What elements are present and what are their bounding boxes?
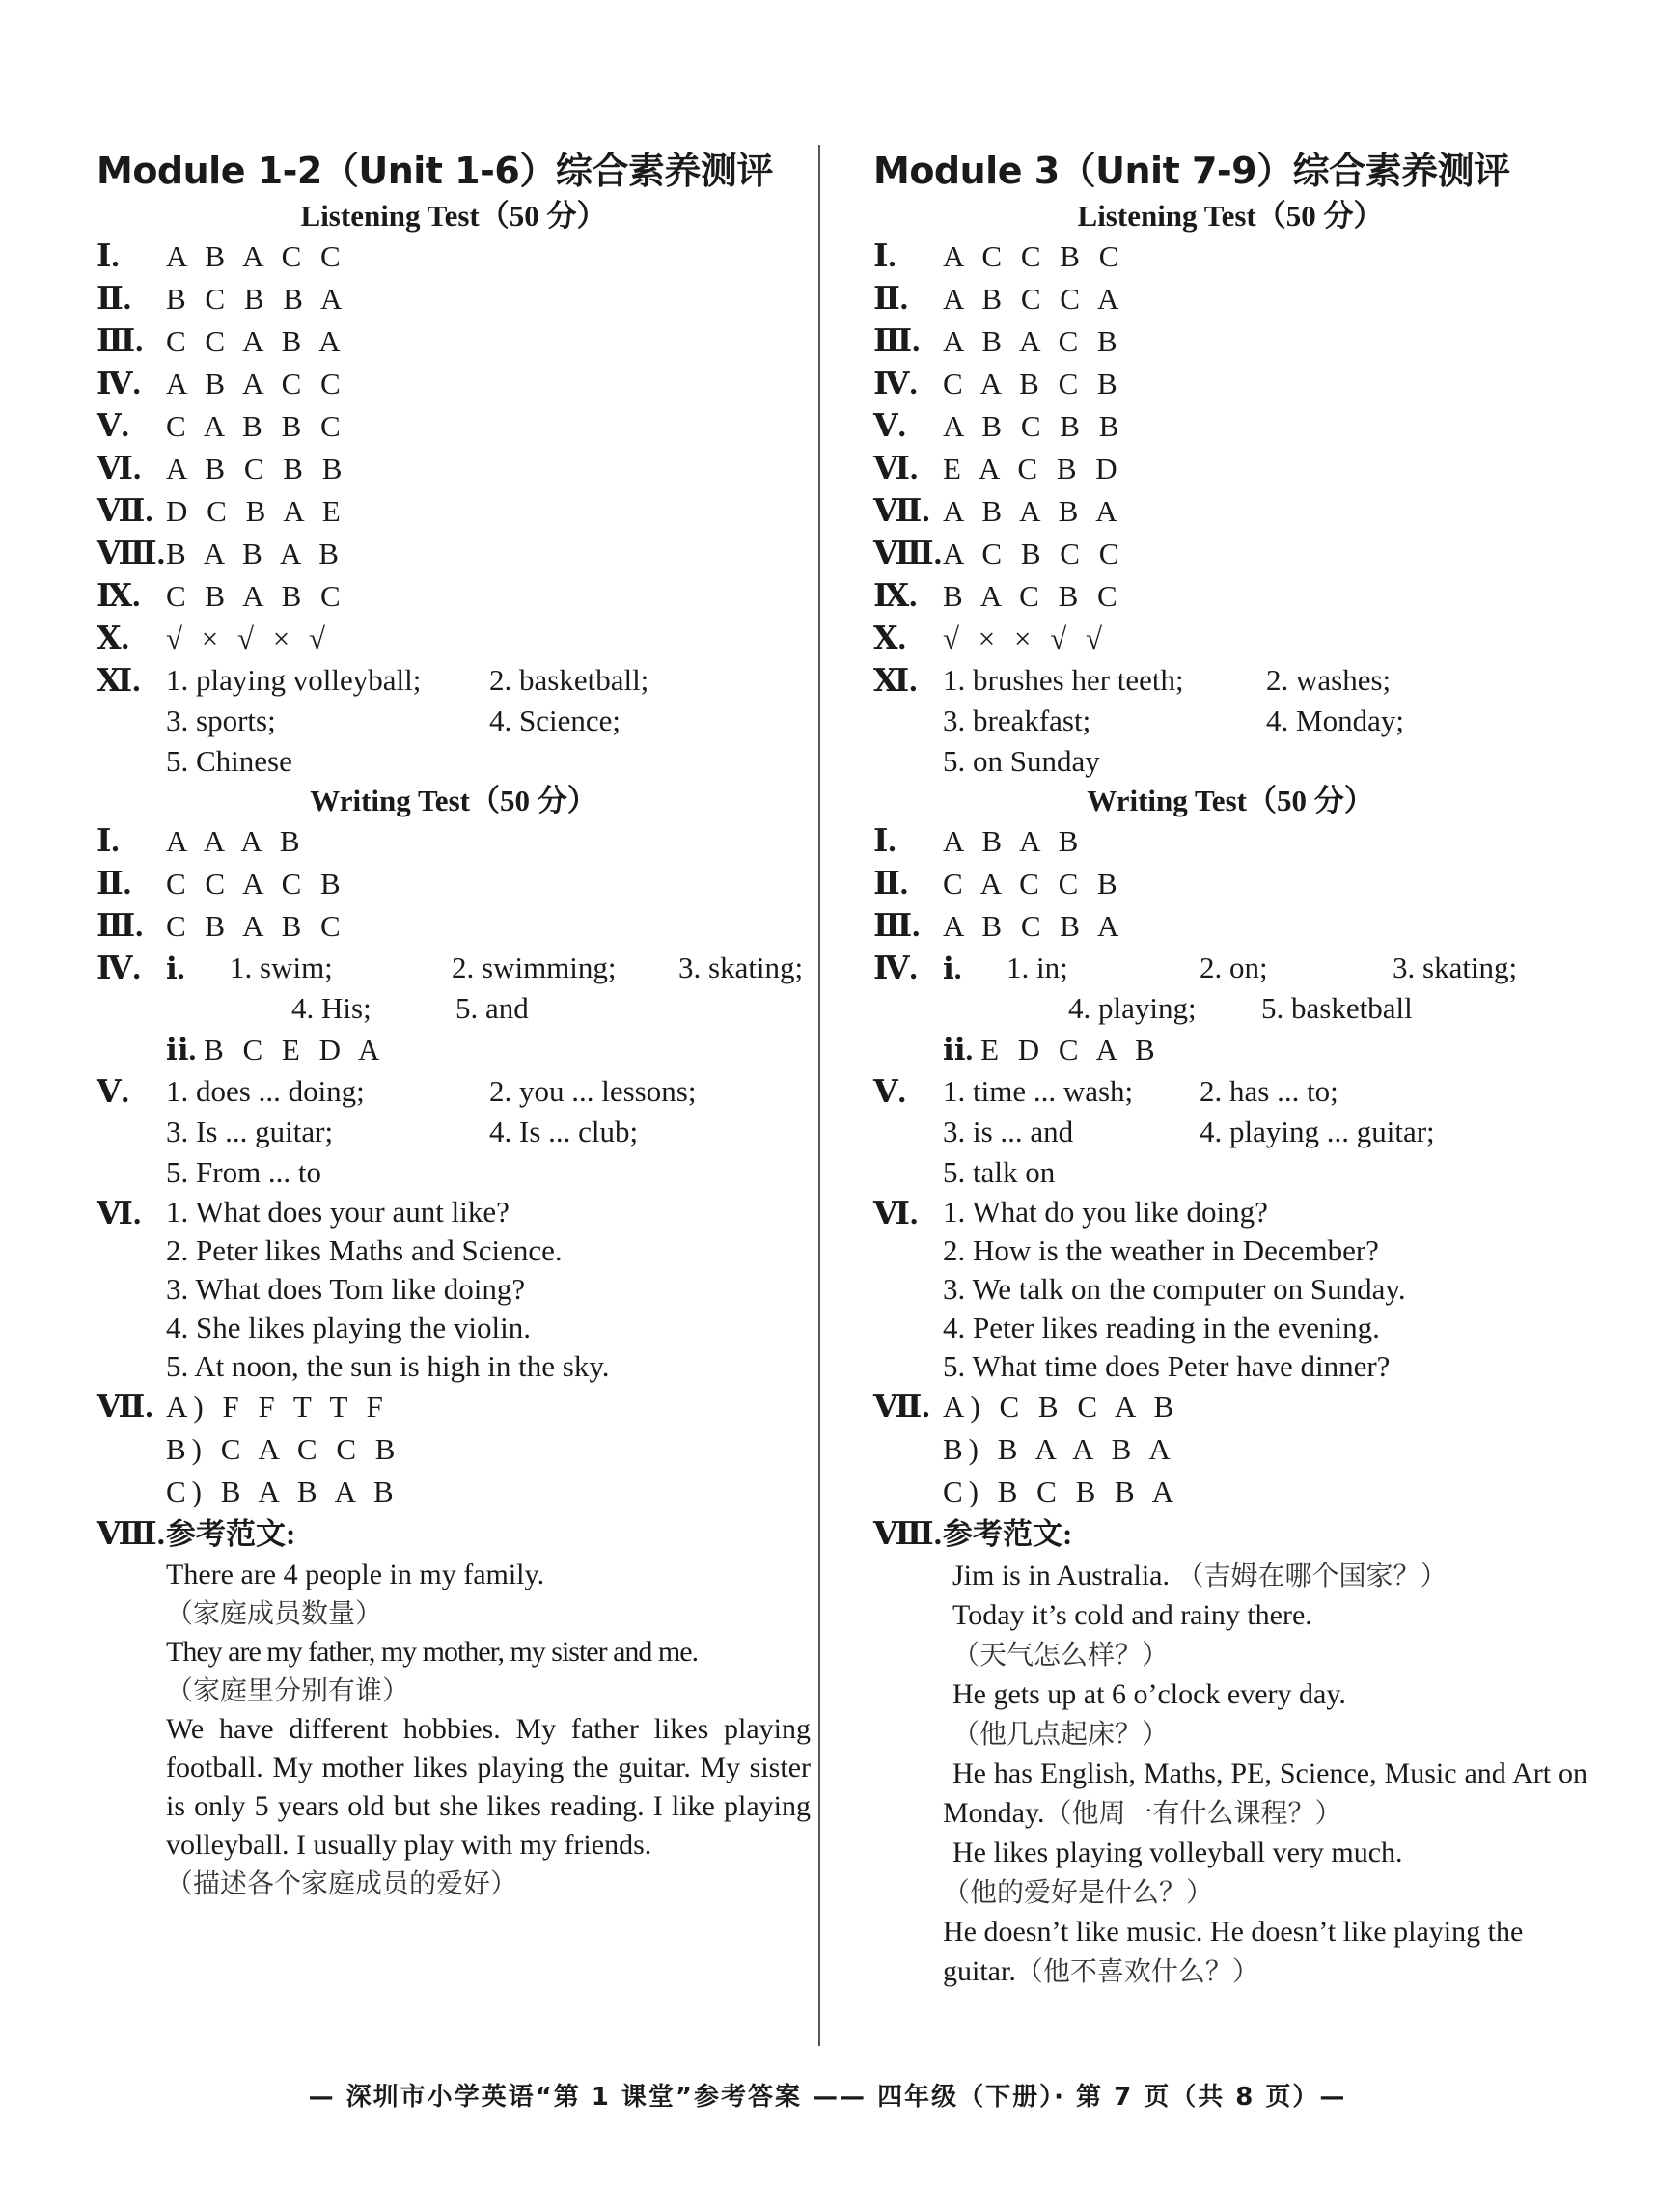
answer-text: E A C B D bbox=[943, 452, 1123, 485]
answer-text: A A A B bbox=[166, 824, 306, 858]
answer-item: 5. and bbox=[455, 991, 529, 1025]
answer-row bbox=[97, 1513, 811, 1903]
question-number: Ⅱ. bbox=[873, 867, 909, 901]
answer-item: 2. Peter likes Maths and Science. bbox=[166, 1233, 563, 1267]
question-number: Ⅴ. bbox=[873, 409, 906, 444]
answer-item: 4. Monday; bbox=[1266, 704, 1404, 737]
answer-item: 5. basketball bbox=[1261, 991, 1413, 1025]
question-number: Ⅷ. bbox=[97, 537, 165, 571]
sample-essay bbox=[943, 1556, 1587, 1991]
question-number: Ⅴ. bbox=[873, 1075, 906, 1110]
answer-text: C C A B A bbox=[166, 324, 346, 358]
question-number: Ⅷ. bbox=[873, 537, 942, 571]
answer-item: 4. Science; bbox=[489, 704, 621, 737]
writing-test-title: Writing Test（50 分） bbox=[310, 784, 597, 817]
essay-hint: （他不喜欢什么？） bbox=[1015, 1955, 1259, 1987]
answer-text: A B A B bbox=[943, 824, 1085, 858]
answer-item: 2. you ... lessons; bbox=[489, 1074, 697, 1108]
answer-text: A B A C B bbox=[943, 324, 1123, 358]
answer-text: C A C C B bbox=[943, 867, 1123, 900]
right-column bbox=[873, 145, 1587, 1991]
answer-row bbox=[873, 1071, 1587, 1193]
sample-essay-label: 参考范文: bbox=[943, 1517, 1073, 1551]
question-number: Ⅵ. bbox=[97, 452, 142, 486]
answer-item: 1. time ... wash; bbox=[943, 1074, 1134, 1108]
answer-text: B A C B C bbox=[943, 579, 1123, 613]
answer-text: E D C A B bbox=[980, 1033, 1161, 1066]
question-number: Ⅳ. bbox=[873, 367, 918, 401]
answer-text: B A B A B bbox=[166, 537, 345, 570]
answer-item: 4. Is ... club; bbox=[489, 1115, 639, 1148]
question-number: Ⅹ. bbox=[873, 622, 906, 656]
answer-text: A B A B A bbox=[943, 494, 1123, 528]
module-title: Module 1-2（Unit 1-6）综合素养测评 bbox=[97, 150, 773, 192]
answer-row bbox=[97, 660, 811, 782]
answer-text: √ × × √ √ bbox=[943, 622, 1109, 655]
question-number: Ⅹ. bbox=[97, 622, 129, 656]
question-number: Ⅵ. bbox=[873, 452, 919, 486]
answer-item: A) F F T T F bbox=[166, 1390, 389, 1424]
essay-sentence: Today it’s cold and rainy there. bbox=[952, 1599, 1312, 1631]
answer-row bbox=[97, 1071, 811, 1193]
answer-row bbox=[873, 235, 1587, 278]
answer-item: C) B A B A B bbox=[166, 1475, 400, 1508]
answer-item: 4. Peter likes reading in the evening. bbox=[943, 1311, 1380, 1344]
essay-hint: （描述各个家庭成员的爱好） bbox=[166, 1867, 518, 1899]
essay-hint: （天气怎么样？） bbox=[952, 1639, 1170, 1671]
answer-text: A B A C C bbox=[166, 239, 346, 273]
answer-text: D C B A E bbox=[166, 494, 346, 528]
answer-item: 1. What does your aunt like? bbox=[166, 1195, 510, 1229]
writing-test-title: Writing Test（50 分） bbox=[1087, 784, 1374, 817]
question-number: Ⅳ. bbox=[873, 952, 918, 986]
question-number: Ⅲ. bbox=[873, 909, 921, 944]
answer-text: B C E D A bbox=[204, 1033, 386, 1066]
answer-item: 5. What time does Peter have dinner? bbox=[943, 1349, 1391, 1383]
answer-item: B) B A A B A bbox=[943, 1432, 1176, 1466]
answer-row bbox=[873, 278, 1587, 320]
question-number: Ⅴ. bbox=[97, 1075, 129, 1110]
answer-item: 3. What does Tom like doing? bbox=[166, 1272, 526, 1306]
answer-row bbox=[97, 533, 811, 575]
question-number: Ⅸ. bbox=[873, 579, 918, 614]
answer-item: 2. basketball; bbox=[489, 663, 649, 697]
answer-item: 1. in; bbox=[1007, 951, 1068, 984]
answer-item: 3. skating; bbox=[678, 951, 804, 984]
answer-item: 2. on; bbox=[1200, 951, 1268, 984]
answer-item: 1. playing volleyball; bbox=[166, 663, 422, 697]
answer-row bbox=[97, 278, 811, 320]
essay-sentence: He has English, Maths, PE, Science, Music and Art on Monday. bbox=[943, 1757, 1587, 1829]
answer-row bbox=[873, 948, 1587, 1071]
answer-row bbox=[97, 363, 811, 405]
question-number: Ⅵ. bbox=[97, 1197, 142, 1231]
question-number: Ⅶ. bbox=[97, 494, 153, 529]
listening-test-title: Listening Test（50 分） bbox=[1077, 199, 1384, 233]
essay-sentence: He doesn’t like music. He doesn’t like playing the guitar. bbox=[943, 1916, 1524, 1987]
answer-text: A B A C C bbox=[166, 367, 346, 401]
sample-essay-label: 参考范文: bbox=[166, 1517, 296, 1551]
question-number: Ⅶ. bbox=[97, 1390, 153, 1424]
essay-sentence: He likes playing volleyball very much. bbox=[952, 1837, 1403, 1868]
essay-hint: （吉姆在哪个国家？） bbox=[1176, 1560, 1448, 1591]
answer-row bbox=[97, 235, 811, 278]
sub-label: ⅰ. bbox=[943, 952, 962, 985]
answer-item: 5. Chinese bbox=[166, 744, 292, 778]
answer-row bbox=[97, 1386, 811, 1513]
answer-item: 1. does ... doing; bbox=[166, 1074, 365, 1108]
question-number: Ⅵ. bbox=[873, 1197, 919, 1231]
answer-item: 1. swim; bbox=[230, 951, 333, 984]
answer-item: 4. His; bbox=[291, 991, 372, 1025]
question-number: Ⅷ. bbox=[97, 1517, 165, 1552]
essay-hint: （家庭里分别有谁） bbox=[166, 1674, 410, 1706]
question-number: Ⅰ. bbox=[873, 239, 896, 274]
answer-item: 5. At noon, the sun is high in the sky. bbox=[166, 1349, 610, 1383]
sub-label: ⅰ. bbox=[166, 952, 185, 985]
question-number: Ⅷ. bbox=[873, 1517, 942, 1552]
answer-item: 5. From ... to bbox=[166, 1155, 322, 1189]
answer-row bbox=[873, 660, 1587, 782]
essay-paragraph: We have different hobbies. My father likes playing football. My mother likes playing the guitar. My sister is only 5 years old but she likes reading. I like playing volleyball. I usually play with my friends. bbox=[166, 1713, 811, 1861]
answer-row bbox=[97, 490, 811, 533]
answer-row bbox=[97, 405, 811, 448]
question-number: Ⅱ. bbox=[873, 282, 909, 317]
essay-sentence: They are my father, my mother, my sister and me. bbox=[166, 1636, 699, 1668]
answer-item: 2. swimming; bbox=[452, 951, 617, 984]
answer-item: 3. breakfast; bbox=[943, 704, 1091, 737]
answer-row bbox=[873, 575, 1587, 618]
question-number: Ⅱ. bbox=[97, 867, 132, 901]
answer-row bbox=[873, 405, 1587, 448]
sample-essay bbox=[166, 1556, 811, 1903]
question-number: Ⅺ. bbox=[97, 664, 141, 699]
answer-item: 1. brushes her teeth; bbox=[943, 663, 1184, 697]
answer-text: A B C C A bbox=[943, 282, 1125, 316]
answer-item: 4. playing ... guitar; bbox=[1200, 1115, 1435, 1148]
question-number: Ⅳ. bbox=[97, 952, 141, 986]
answer-row bbox=[873, 363, 1587, 405]
answer-text: C C A C B bbox=[166, 867, 346, 900]
answer-text: √ × √ × √ bbox=[166, 622, 332, 655]
essay-hint: （他的爱好是什么？） bbox=[943, 1876, 1214, 1908]
answer-item: 2. has ... to; bbox=[1200, 1074, 1338, 1108]
answer-row bbox=[873, 533, 1587, 575]
answer-item: 2. washes; bbox=[1266, 663, 1392, 697]
essay-hint: （家庭成员数量） bbox=[166, 1597, 383, 1629]
answer-item: 5. talk on bbox=[943, 1155, 1056, 1189]
question-number: Ⅲ. bbox=[97, 324, 144, 359]
column-divider bbox=[818, 145, 820, 2046]
question-number: Ⅳ. bbox=[97, 367, 141, 401]
answer-text: A C B C C bbox=[943, 537, 1125, 570]
answer-item: 3. skating; bbox=[1393, 951, 1518, 984]
answer-text: C A B B C bbox=[166, 409, 346, 443]
essay-hint: （他几点起床？） bbox=[952, 1718, 1170, 1750]
answer-row bbox=[97, 320, 811, 363]
answer-item: 3. We talk on the computer on Sunday. bbox=[943, 1272, 1406, 1306]
answer-row bbox=[97, 948, 811, 1071]
question-number: Ⅰ. bbox=[873, 824, 896, 859]
answer-item: A) C B C A B bbox=[943, 1390, 1180, 1424]
essay-sentence: There are 4 people in my family. bbox=[166, 1559, 545, 1590]
answer-text: A B C B B bbox=[943, 409, 1125, 443]
question-number: Ⅶ. bbox=[873, 494, 930, 529]
essay-hint: （他周一有什么课程？） bbox=[1044, 1797, 1342, 1829]
answer-row bbox=[873, 618, 1587, 660]
question-number: Ⅱ. bbox=[97, 282, 132, 317]
question-number: Ⅲ. bbox=[97, 909, 144, 944]
answer-row bbox=[873, 1193, 1587, 1386]
question-number: Ⅴ. bbox=[97, 409, 129, 444]
answer-item: 1. What do you like doing? bbox=[943, 1195, 1268, 1229]
answer-text: A B C B A bbox=[943, 909, 1125, 943]
answer-row bbox=[97, 905, 811, 948]
answer-row bbox=[873, 863, 1587, 905]
essay-sentence: He gets up at 6 o’clock every day. bbox=[952, 1678, 1346, 1710]
question-number: Ⅲ. bbox=[873, 324, 921, 359]
answer-item: 4. playing; bbox=[1068, 991, 1197, 1025]
page-footer: — 深圳市小学英语“第 1 课堂”参考答案 —— 四年级（下册）· 第 7 页（共 8 页）— bbox=[308, 2083, 1347, 2112]
answer-row bbox=[873, 1386, 1587, 1513]
module-title: Module 3（Unit 7-9）综合素养测评 bbox=[873, 150, 1510, 192]
answer-item: B) C A C C B bbox=[166, 1432, 401, 1466]
answer-row bbox=[97, 618, 811, 660]
answer-row bbox=[97, 1193, 811, 1386]
answer-row bbox=[97, 575, 811, 618]
answer-item: 3. Is ... guitar; bbox=[166, 1115, 334, 1148]
answer-row bbox=[873, 820, 1587, 863]
sub-label: ⅱ. bbox=[166, 1033, 197, 1066]
answer-item: 3. sports; bbox=[166, 704, 276, 737]
answer-text: A C C B C bbox=[943, 239, 1125, 273]
answer-item: 4. She likes playing the violin. bbox=[166, 1311, 531, 1344]
question-number: Ⅰ. bbox=[97, 239, 120, 274]
question-number: Ⅶ. bbox=[873, 1390, 930, 1424]
answer-row bbox=[873, 490, 1587, 533]
answer-item: 3. is ... and bbox=[943, 1115, 1074, 1148]
answer-text: C B A B C bbox=[166, 909, 346, 943]
answer-row bbox=[873, 320, 1587, 363]
answer-row bbox=[873, 905, 1587, 948]
answer-text: A B C B B bbox=[166, 452, 348, 485]
answer-item: C) B C B B A bbox=[943, 1475, 1180, 1508]
listening-test-title: Listening Test（50 分） bbox=[300, 199, 607, 233]
sub-label: ⅱ. bbox=[943, 1033, 974, 1066]
left-column bbox=[97, 145, 811, 1903]
answer-row bbox=[97, 820, 811, 863]
essay-sentence: Jim is in Australia. bbox=[952, 1560, 1170, 1591]
question-number: Ⅰ. bbox=[97, 824, 120, 859]
question-number: Ⅺ. bbox=[873, 664, 918, 699]
answer-row bbox=[873, 1513, 1587, 1991]
answer-row bbox=[873, 448, 1587, 490]
answer-text: B C B B A bbox=[166, 282, 348, 316]
answer-text: C B A B C bbox=[166, 579, 346, 613]
answer-text: C A B C B bbox=[943, 367, 1123, 401]
answer-item: 5. on Sunday bbox=[943, 744, 1100, 778]
answer-row bbox=[97, 448, 811, 490]
question-number: Ⅸ. bbox=[97, 579, 141, 614]
answer-item: 2. How is the weather in December? bbox=[943, 1233, 1379, 1267]
answer-row bbox=[97, 863, 811, 905]
